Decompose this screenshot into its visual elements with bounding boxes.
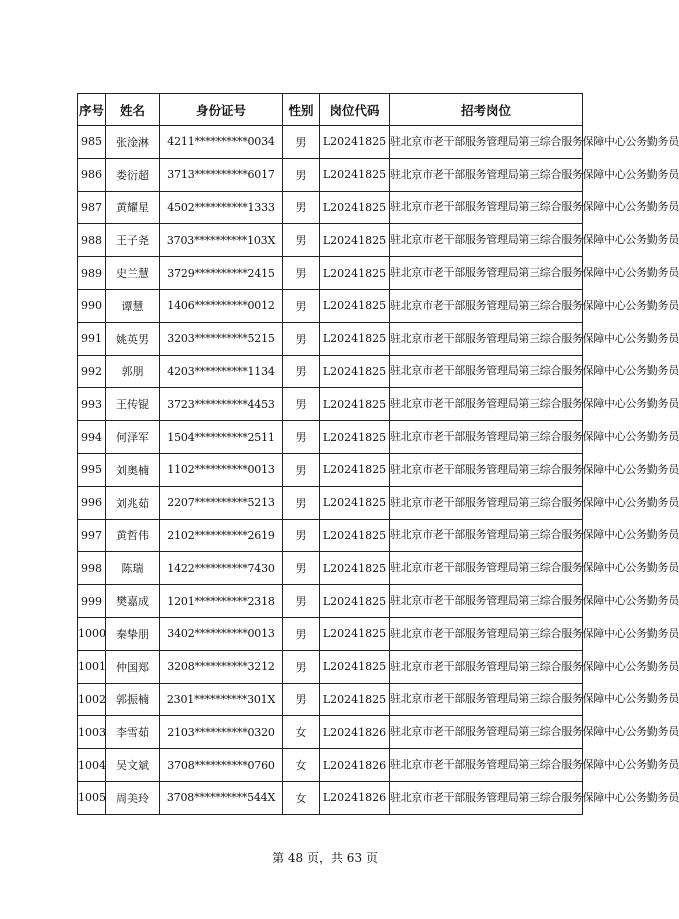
cell-post-code: L20241825	[320, 552, 390, 585]
cell-name: 吴文斌	[106, 749, 160, 782]
candidate-table	[77, 93, 679, 815]
cell-id-number: 1201**********2318	[160, 585, 283, 618]
cell-post-code: L20241825	[320, 650, 390, 683]
cell-serial: 1001	[78, 650, 106, 683]
table-row	[78, 519, 583, 552]
cell-gender: 男	[283, 224, 320, 257]
cell-id-number: 4211**********0034	[160, 126, 283, 159]
cell-id-number: 2103**********0320	[160, 716, 283, 749]
cell-gender: 女	[283, 716, 320, 749]
cell-post: 驻北京市老干部服务管理局第三综合服务保障中心公务勤务员	[390, 781, 583, 814]
cell-post-code: L20241825	[320, 224, 390, 257]
cell-name: 娄衍超	[106, 158, 160, 191]
cell-gender: 男	[283, 126, 320, 159]
header-name: 姓名	[106, 94, 160, 126]
table-row	[78, 683, 583, 716]
table-row	[78, 585, 583, 618]
cell-name: 郭振楠	[106, 683, 160, 716]
table-row	[78, 322, 583, 355]
header-gender: 性别	[283, 94, 320, 126]
cell-serial: 988	[78, 224, 106, 257]
cell-name: 史兰慧	[106, 257, 160, 290]
cell-id-number: 3713**********6017	[160, 158, 283, 191]
cell-name: 秦挚朋	[106, 617, 160, 650]
cell-post-code: L20241825	[320, 683, 390, 716]
cell-post-code: L20241825	[320, 585, 390, 618]
cell-id-number: 1406**********0012	[160, 289, 283, 322]
cell-name: 张淦淋	[106, 126, 160, 159]
cell-serial: 999	[78, 585, 106, 618]
cell-serial: 1002	[78, 683, 106, 716]
cell-post: 驻北京市老干部服务管理局第三综合服务保障中心公务勤务员	[390, 683, 583, 716]
table-row	[78, 486, 583, 519]
table-row	[78, 191, 583, 224]
cell-name: 仲国郑	[106, 650, 160, 683]
cell-post: 驻北京市老干部服务管理局第三综合服务保障中心公务勤务员	[390, 650, 583, 683]
cell-name: 王传锟	[106, 388, 160, 421]
cell-gender: 男	[283, 617, 320, 650]
cell-post: 驻北京市老干部服务管理局第三综合服务保障中心公务勤务员	[390, 388, 583, 421]
cell-id-number: 3402**********0013	[160, 617, 283, 650]
cell-serial: 987	[78, 191, 106, 224]
header-id-number: 身份证号	[160, 94, 283, 126]
cell-post-code: L20241826	[320, 716, 390, 749]
cell-gender: 男	[283, 585, 320, 618]
cell-post-code: L20241825	[320, 519, 390, 552]
table-row	[78, 126, 583, 159]
cell-serial: 990	[78, 289, 106, 322]
cell-post: 驻北京市老干部服务管理局第三综合服务保障中心公务勤务员	[390, 749, 583, 782]
cell-serial: 985	[78, 126, 106, 159]
cell-post: 驻北京市老干部服务管理局第三综合服务保障中心公务勤务员	[390, 289, 583, 322]
cell-id-number: 2102**********2619	[160, 519, 283, 552]
cell-name: 周美玲	[106, 781, 160, 814]
cell-serial: 1004	[78, 749, 106, 782]
cell-name: 樊嘉成	[106, 585, 160, 618]
table-row	[78, 355, 583, 388]
cell-gender: 男	[283, 388, 320, 421]
cell-id-number: 2207**********5213	[160, 486, 283, 519]
cell-name: 谭慧	[106, 289, 160, 322]
cell-gender: 男	[283, 453, 320, 486]
cell-serial: 998	[78, 552, 106, 585]
cell-gender: 男	[283, 683, 320, 716]
cell-name: 郭朋	[106, 355, 160, 388]
cell-post: 驻北京市老干部服务管理局第三综合服务保障中心公务勤务员	[390, 224, 583, 257]
cell-post-code: L20241825	[320, 486, 390, 519]
cell-id-number: 3708**********0760	[160, 749, 283, 782]
cell-post-code: L20241825	[320, 388, 390, 421]
page-number: 第 48 页，共 63 页	[272, 851, 378, 865]
cell-serial: 997	[78, 519, 106, 552]
cell-gender: 男	[283, 355, 320, 388]
cell-id-number: 3723**********4453	[160, 388, 283, 421]
header-post-code: 岗位代码	[320, 94, 390, 126]
cell-post: 驻北京市老干部服务管理局第三综合服务保障中心公务勤务员	[390, 191, 583, 224]
header-serial: 序号	[78, 94, 106, 126]
cell-name: 刘兆茹	[106, 486, 160, 519]
cell-serial: 992	[78, 355, 106, 388]
cell-serial: 995	[78, 453, 106, 486]
table-row	[78, 552, 583, 585]
cell-name: 黄耀星	[106, 191, 160, 224]
table-row	[78, 257, 583, 290]
table-row	[78, 421, 583, 454]
cell-post: 驻北京市老干部服务管理局第三综合服务保障中心公务勤务员	[390, 355, 583, 388]
cell-serial: 994	[78, 421, 106, 454]
cell-post-code: L20241825	[320, 617, 390, 650]
cell-post-code: L20241826	[320, 749, 390, 782]
cell-id-number: 3729**********2415	[160, 257, 283, 290]
cell-gender: 女	[283, 781, 320, 814]
cell-id-number: 3203**********5215	[160, 322, 283, 355]
cell-post: 驻北京市老干部服务管理局第三综合服务保障中心公务勤务员	[390, 716, 583, 749]
cell-id-number: 3703**********103X	[160, 224, 283, 257]
cell-id-number: 3708**********544X	[160, 781, 283, 814]
table-header-row	[78, 94, 583, 126]
cell-id-number: 4502**********1333	[160, 191, 283, 224]
cell-id-number: 4203**********1134	[160, 355, 283, 388]
cell-gender: 男	[283, 552, 320, 585]
cell-post: 驻北京市老干部服务管理局第三综合服务保障中心公务勤务员	[390, 126, 583, 159]
cell-post: 驻北京市老干部服务管理局第三综合服务保障中心公务勤务员	[390, 421, 583, 454]
cell-gender: 男	[283, 257, 320, 290]
cell-gender: 男	[283, 421, 320, 454]
table-row	[78, 781, 583, 814]
cell-post-code: L20241825	[320, 289, 390, 322]
cell-name: 何泽军	[106, 421, 160, 454]
table-row	[78, 388, 583, 421]
cell-post: 驻北京市老干部服务管理局第三综合服务保障中心公务勤务员	[390, 486, 583, 519]
cell-id-number: 1504**********2511	[160, 421, 283, 454]
cell-post-code: L20241825	[320, 191, 390, 224]
table-row	[78, 453, 583, 486]
cell-post-code: L20241825	[320, 158, 390, 191]
cell-name: 刘奥楠	[106, 453, 160, 486]
table-body	[78, 126, 679, 815]
cell-gender: 男	[283, 486, 320, 519]
cell-post: 驻北京市老干部服务管理局第三综合服务保障中心公务勤务员	[390, 257, 583, 290]
cell-post: 驻北京市老干部服务管理局第三综合服务保障中心公务勤务员	[390, 519, 583, 552]
cell-serial: 996	[78, 486, 106, 519]
cell-post: 驻北京市老干部服务管理局第三综合服务保障中心公务勤务员	[390, 158, 583, 191]
cell-post: 驻北京市老干部服务管理局第三综合服务保障中心公务勤务员	[390, 453, 583, 486]
cell-post-code: L20241826	[320, 781, 390, 814]
cell-id-number: 1422**********7430	[160, 552, 283, 585]
table-row	[78, 289, 583, 322]
cell-gender: 男	[283, 519, 320, 552]
cell-serial: 986	[78, 158, 106, 191]
cell-gender: 女	[283, 749, 320, 782]
table-row	[78, 749, 583, 782]
cell-serial: 1005	[78, 781, 106, 814]
cell-post: 驻北京市老干部服务管理局第三综合服务保障中心公务勤务员	[390, 585, 583, 618]
cell-post-code: L20241825	[320, 421, 390, 454]
cell-post-code: L20241825	[320, 257, 390, 290]
cell-name: 黄哲伟	[106, 519, 160, 552]
cell-name: 王子尧	[106, 224, 160, 257]
table-row	[78, 617, 583, 650]
cell-name: 李雪茹	[106, 716, 160, 749]
cell-serial: 993	[78, 388, 106, 421]
cell-name: 陈瑞	[106, 552, 160, 585]
table-row	[78, 650, 583, 683]
cell-post-code: L20241825	[320, 453, 390, 486]
cell-id-number: 2301**********301X	[160, 683, 283, 716]
cell-gender: 男	[283, 191, 320, 224]
cell-post-code: L20241825	[320, 355, 390, 388]
cell-post: 驻北京市老干部服务管理局第三综合服务保障中心公务勤务员	[390, 552, 583, 585]
cell-serial: 1003	[78, 716, 106, 749]
header-post: 招考岗位	[390, 94, 583, 126]
cell-gender: 男	[283, 650, 320, 683]
cell-gender: 男	[283, 158, 320, 191]
cell-gender: 男	[283, 322, 320, 355]
table-row	[78, 224, 583, 257]
cell-id-number: 3208**********3212	[160, 650, 283, 683]
cell-post: 驻北京市老干部服务管理局第三综合服务保障中心公务勤务员	[390, 617, 583, 650]
cell-name: 姚英男	[106, 322, 160, 355]
cell-serial: 991	[78, 322, 106, 355]
cell-post: 驻北京市老干部服务管理局第三综合服务保障中心公务勤务员	[390, 322, 583, 355]
cell-post-code: L20241825	[320, 322, 390, 355]
cell-serial: 1000	[78, 617, 106, 650]
table-row	[78, 158, 583, 191]
cell-id-number: 1102**********0013	[160, 453, 283, 486]
cell-gender: 男	[283, 289, 320, 322]
cell-serial: 989	[78, 257, 106, 290]
table-row	[78, 716, 583, 749]
cell-post-code: L20241825	[320, 126, 390, 159]
